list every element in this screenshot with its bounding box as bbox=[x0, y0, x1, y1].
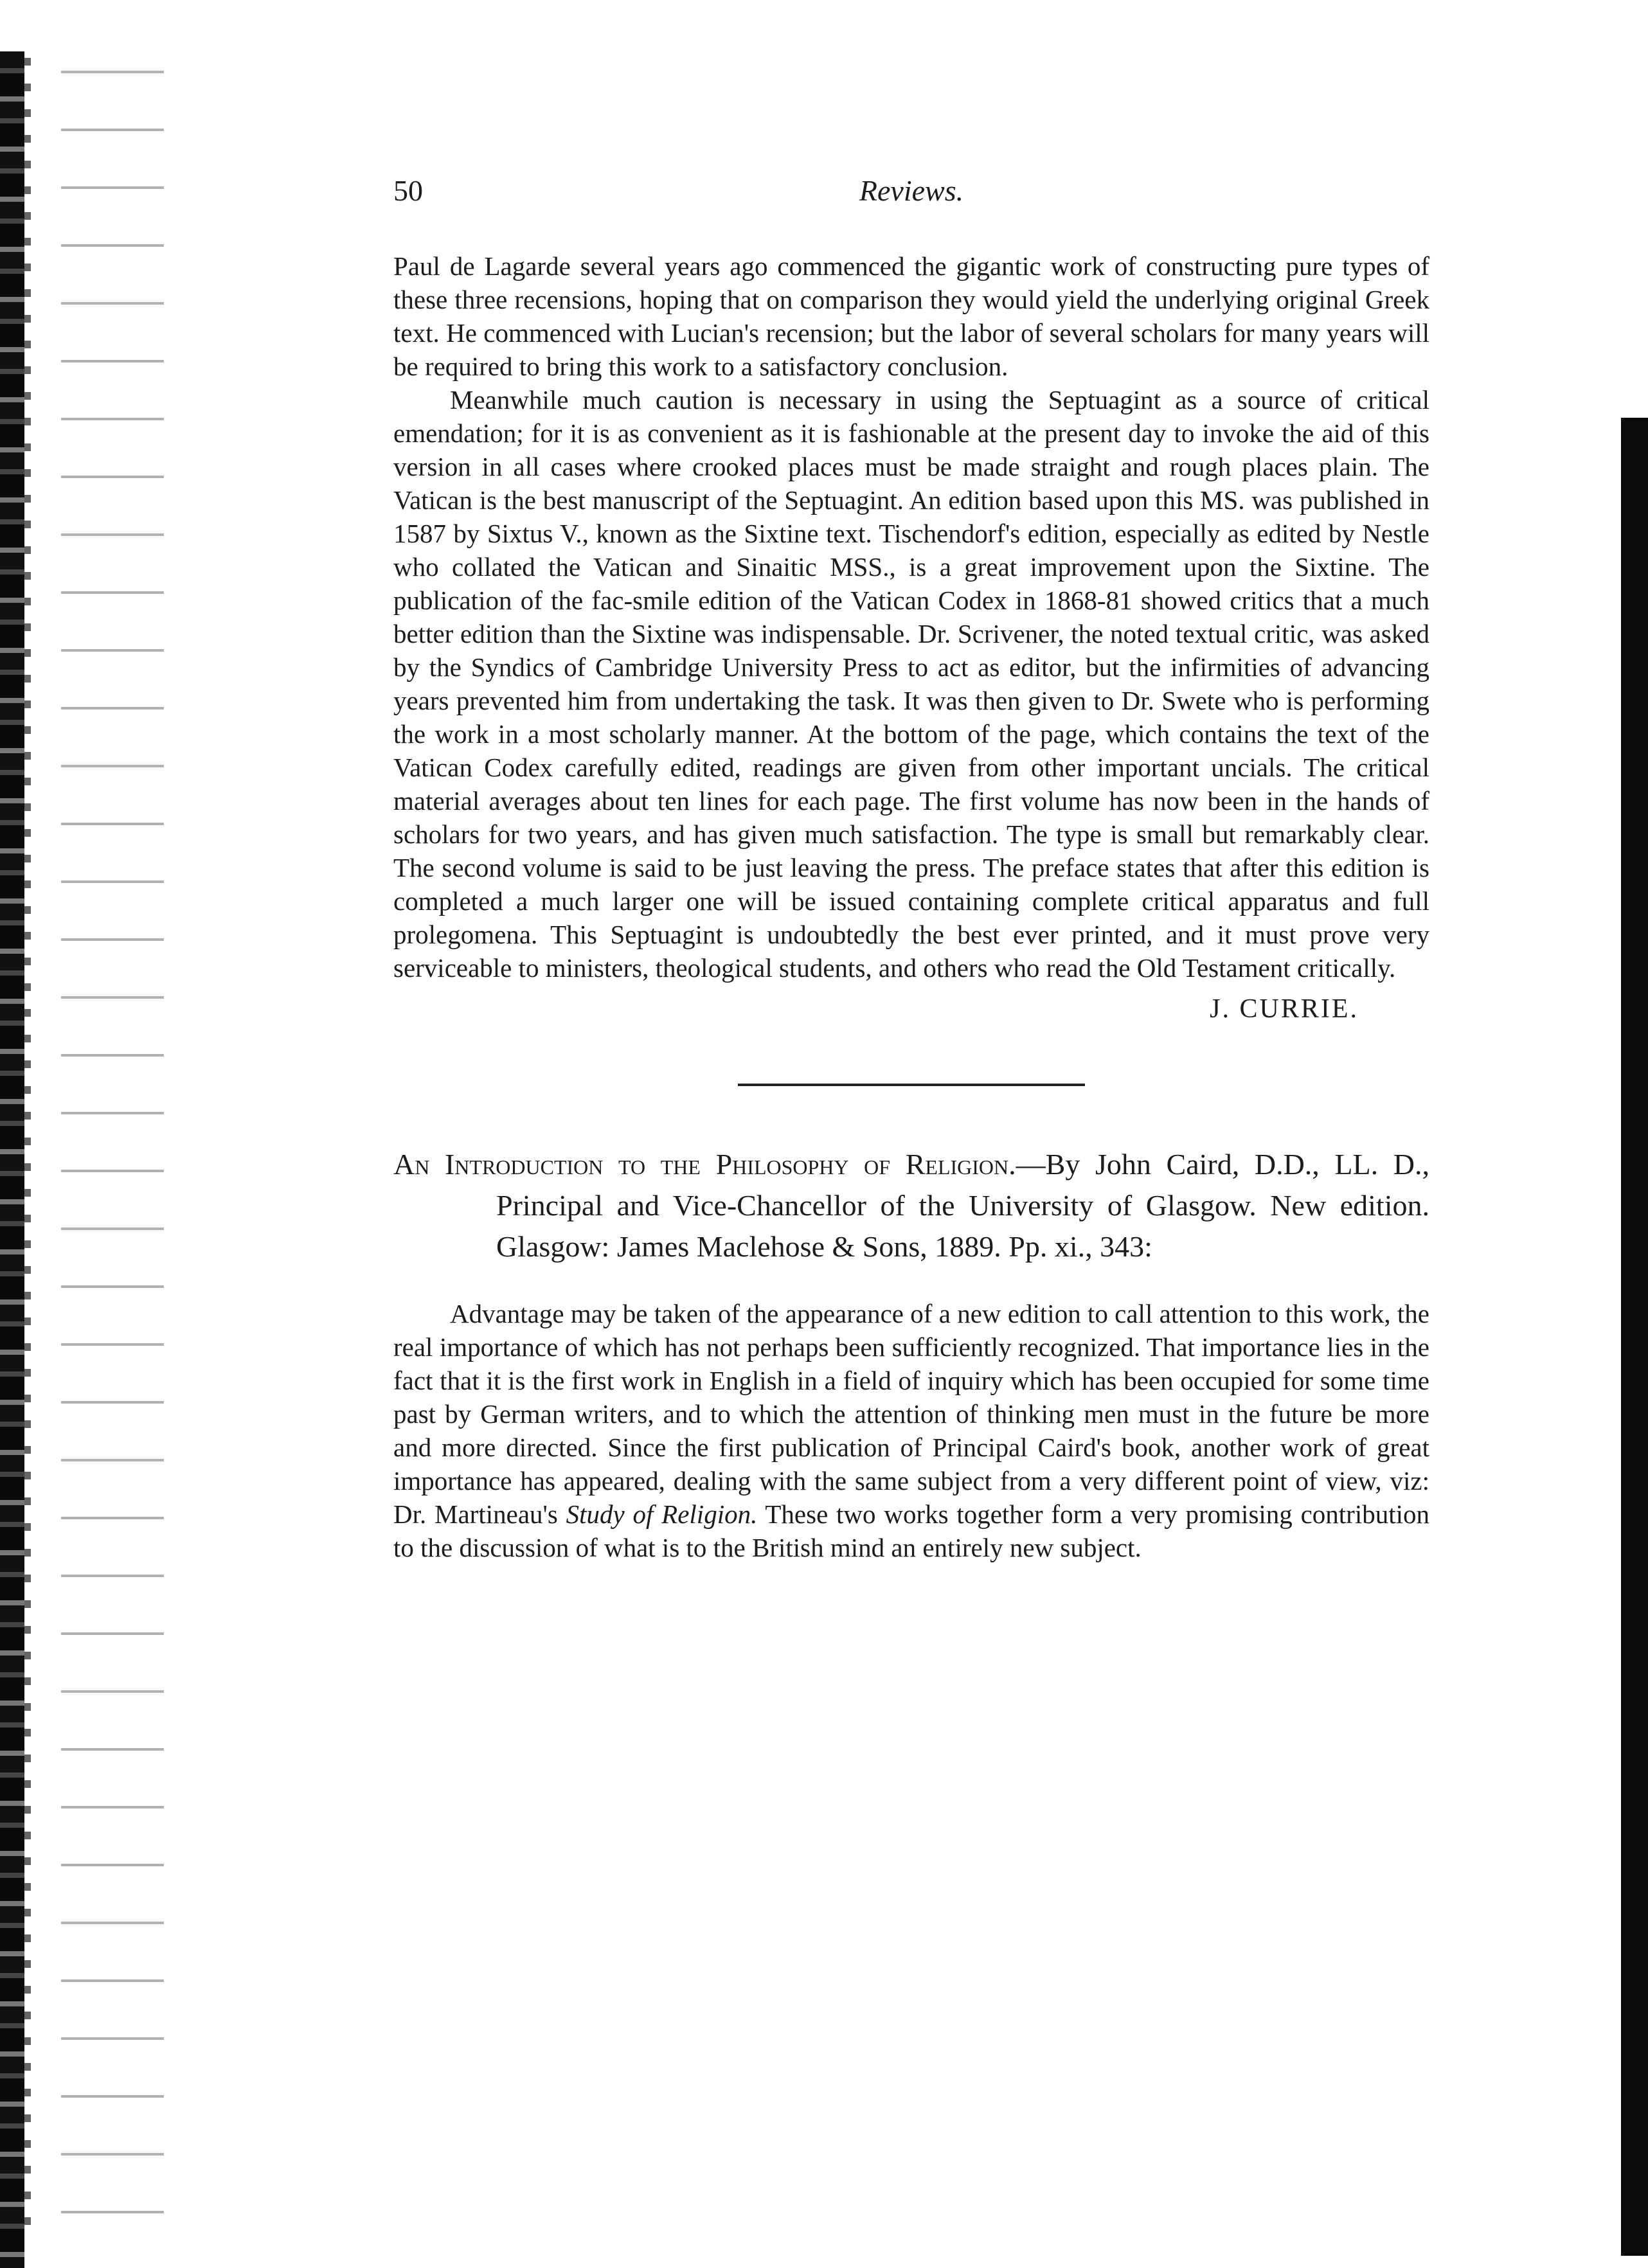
page-content bbox=[393, 174, 1429, 1564]
binding-edge-shadow bbox=[0, 51, 24, 2268]
paragraph-lagarde: Paul de Lagarde several years ago commenced the gigantic work of constructing pure types of these three recensions, hoping that on comparison they would yield the underlying original Greek text. He commenced with Lucian's recension; but the labor of several scholars for many years will be required to bring this work to a satisfactory conclusion. bbox=[393, 251, 1429, 381]
running-head bbox=[393, 174, 1429, 219]
review-septuagint bbox=[393, 249, 1429, 1024]
italic-title: Study of Religion. bbox=[566, 1499, 758, 1529]
book-title: An Introduction to the Philosophy of Religion. bbox=[393, 1148, 1016, 1181]
body-text-start: Advantage may be taken of the appearance of a new edition to call attention to this work, the real importance of which has not perhaps been sufficiently recognized. That importance lies in the fact that it is the first work in English in a field of inquiry which has been occupied for some time past by German writers, and to which the attention of thinking men must in the future be more and more directed. Since the first publication of Principal Caird's book, another work of great importance has appeared, dealing with the same subject from a very different point of view, viz: Dr. Martineau's bbox=[393, 1299, 1429, 1529]
running-title: Reviews. bbox=[859, 174, 964, 207]
binding-edge-specks bbox=[24, 58, 31, 2243]
section-divider bbox=[738, 1084, 1085, 1086]
review-heading bbox=[393, 1144, 1429, 1267]
review-caird bbox=[393, 1144, 1429, 1564]
right-edge-shadow bbox=[1621, 418, 1648, 2256]
book-details: —By John Caird, D.D., LL. D., Principal and Vice-Chancellor of the University of Glasgow. New edition. Glasgow: James Maclehose & Sons, 1889. Pp. xi., 343: bbox=[496, 1148, 1429, 1263]
page-number: 50 bbox=[393, 174, 423, 207]
reviewer-signature: J. CURRIE. bbox=[1210, 994, 1359, 1024]
paragraph-caird bbox=[393, 1297, 1429, 1564]
body-text-end: These two works together form a very promising contribution to the discussion of what is to the British mind an entirely new subject. bbox=[393, 1499, 1429, 1562]
scan-noise bbox=[61, 71, 164, 2243]
paragraph-vatican: Meanwhile much caution is necessary in using the Septuagint as a source of critical emendation; for it is as convenient as it is fashionable at the present day to invoke the aid of this version in all cases where crooked places must be made straight and rough places plain. The Vatican is the best manuscript of the Septuagint. An edition based upon this MS. was published in 1587 by Sixtus V., known as the Sixtine text. Tischendorf's edition, especially as edited by Nestle who collated the Vatican and Sinaitic MSS., is a great improvement upon the Sixtine. The publication of the fac-smile edition of the Vatican Codex in 1868-81 showed critics that a much better edition than the Sixtine was indispensable. Dr. Scrivener, the noted textual critic, was asked by the Syndics of Cambridge University Press to act as editor, but the infirmities of advancing years prevented him from undertaking the task. It was then given to Dr. Swete who is performing the work in a most scholarly manner. At the bottom of the page, which contains the text of the Vatican Codex carefully edited, readings are given from other important uncials. The critical material averages about ten lines for each page. The first volume has now been in the hands of scholars for two years, and has given much satisfaction. The type is small but remarkably clear. The second volume is said to be just leaving the press. The preface states that after this edition is completed a much larger one will be issued containing complete critical apparatus and full prolegomena. This Septuagint is undoubtedly the best ever printed, and it must prove very serviceable to ministers, theological students, and others who read the Old Testament critically. bbox=[393, 385, 1429, 983]
